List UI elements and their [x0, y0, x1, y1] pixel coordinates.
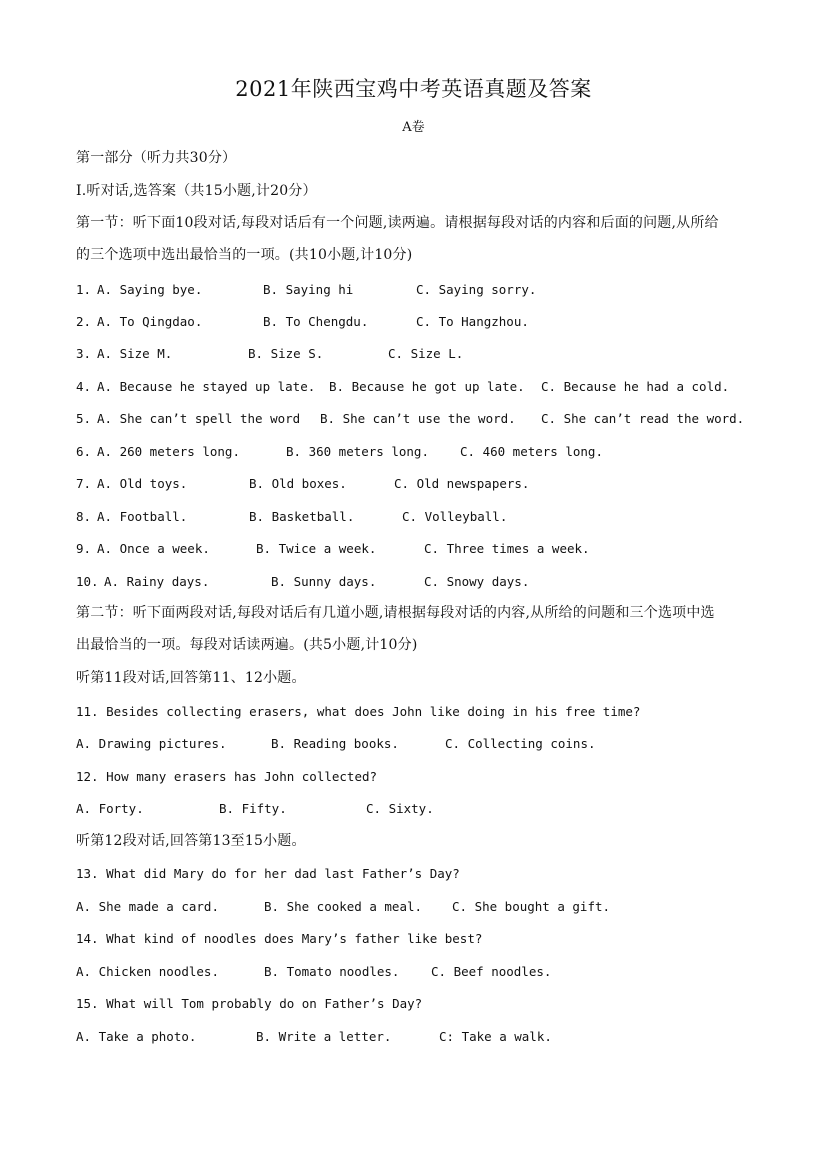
option-c: C. She bought a gift.: [452, 899, 611, 914]
option-a: A. Chicken noodles.: [76, 964, 219, 979]
option-a: A. Football.: [97, 509, 188, 524]
question-number: 7.: [76, 476, 92, 491]
option-a: A. Once a week.: [97, 541, 210, 556]
option-a: A. Old toys.: [97, 476, 188, 491]
option-a: A. Saying bye.: [97, 282, 203, 297]
section2-instructions-line1: 第二节：听下面两段对话,每段对话后有几道小题,请根据每段对话的内容,从所给的问题和三个选项中选: [76, 605, 715, 621]
question-number: 4.: [76, 379, 92, 394]
question-stem: 14. What kind of noodles does Mary’s father like best?: [76, 931, 483, 946]
option-b: B. Reading books.: [271, 736, 399, 751]
option-b: B. Fifty.: [219, 801, 287, 816]
option-c: C. Because he had a cold.: [541, 379, 730, 394]
option-a: A. 260 meters long.: [97, 444, 240, 459]
section1-instructions-line2: 的三个选项中选出最恰当的一项。(共10小题,计10分): [76, 247, 413, 263]
option-c: C. To Hangzhou.: [416, 314, 529, 329]
option-c: C. Collecting coins.: [445, 736, 596, 751]
option-a: A. To Qingdao.: [97, 314, 203, 329]
option-b: B. To Chengdu.: [263, 314, 369, 329]
option-b: B. She can’t use the word.: [320, 411, 516, 426]
option-a: A. She made a card.: [76, 899, 219, 914]
question-number: 8.: [76, 509, 92, 524]
question-number: 5.: [76, 411, 92, 426]
option-c: C: Take a walk.: [439, 1029, 552, 1044]
question-number: 6.: [76, 444, 92, 459]
option-a: A. Drawing pictures.: [76, 736, 227, 751]
question-number: 2.: [76, 314, 92, 329]
option-c: C. Volleyball.: [402, 509, 508, 524]
document-title: 2021年陕西宝鸡中考英语真题及答案: [235, 77, 592, 101]
question-stem: 12. How many erasers has John collected?: [76, 769, 378, 784]
option-c: C. 460 meters long.: [460, 444, 603, 459]
option-c: C. Beef noodles.: [431, 964, 552, 979]
part-heading: 第一部分（听力共30分）: [76, 150, 237, 166]
section2-instructions-line2: 出最恰当的一项。每段对话读两遍。(共5小题,计10分): [76, 637, 418, 653]
question-number: 1.: [76, 282, 92, 297]
question-number: 10.: [76, 574, 99, 589]
option-b: B. Basketball.: [249, 509, 355, 524]
option-b: B. 360 meters long.: [286, 444, 429, 459]
option-c: C. She can’t read the word.: [541, 411, 745, 426]
question-number: 3.: [76, 346, 92, 361]
option-b: B. Size S.: [248, 346, 324, 361]
option-a: A. She can’t spell the word: [97, 411, 301, 426]
option-a: A. Size M.: [97, 346, 173, 361]
option-b: B. Saying hi: [263, 282, 354, 297]
question-number: 9.: [76, 541, 92, 556]
option-b: B. Sunny days.: [271, 574, 377, 589]
option-c: C. Snowy days.: [424, 574, 530, 589]
option-b: B. Write a letter.: [256, 1029, 392, 1044]
option-a: A. Rainy days.: [104, 574, 210, 589]
paper-version: A卷: [402, 120, 425, 135]
option-c: C. Sixty.: [366, 801, 434, 816]
option-a: A. Take a photo.: [76, 1029, 197, 1044]
question-stem: 13. What did Mary do for her dad last Father’s Day?: [76, 866, 460, 881]
option-c: C. Saying sorry.: [416, 282, 537, 297]
dialog-12-intro: 听第12段对话,回答第13至15小题。: [76, 833, 306, 849]
question-stem: 15. What will Tom probably do on Father’s Day?: [76, 996, 423, 1011]
dialog-11-intro: 听第11段对话,回答第11、12小题。: [76, 670, 306, 686]
option-c: C. Three times a week.: [424, 541, 590, 556]
option-c: C. Size L.: [388, 346, 464, 361]
question-stem: 11. Besides collecting erasers, what does John like doing in his free time?: [76, 704, 641, 719]
option-b: B. Tomato noodles.: [264, 964, 400, 979]
option-b: B. Old boxes.: [249, 476, 347, 491]
option-b: B. Because he got up late.: [329, 379, 525, 394]
option-a: A. Because he stayed up late.: [97, 379, 316, 394]
option-b: B. She cooked a meal.: [264, 899, 423, 914]
section1-instructions-line1: 第一节：听下面10段对话,每段对话后有一个问题,读两遍。请根据每段对话的内容和后面的问题,从所给: [76, 215, 719, 231]
option-a: A. Forty.: [76, 801, 144, 816]
option-c: C. Old newspapers.: [394, 476, 530, 491]
section-title: Ⅰ.听对话,选答案（共15小题,计20分）: [76, 183, 317, 199]
option-b: B. Twice a week.: [256, 541, 377, 556]
